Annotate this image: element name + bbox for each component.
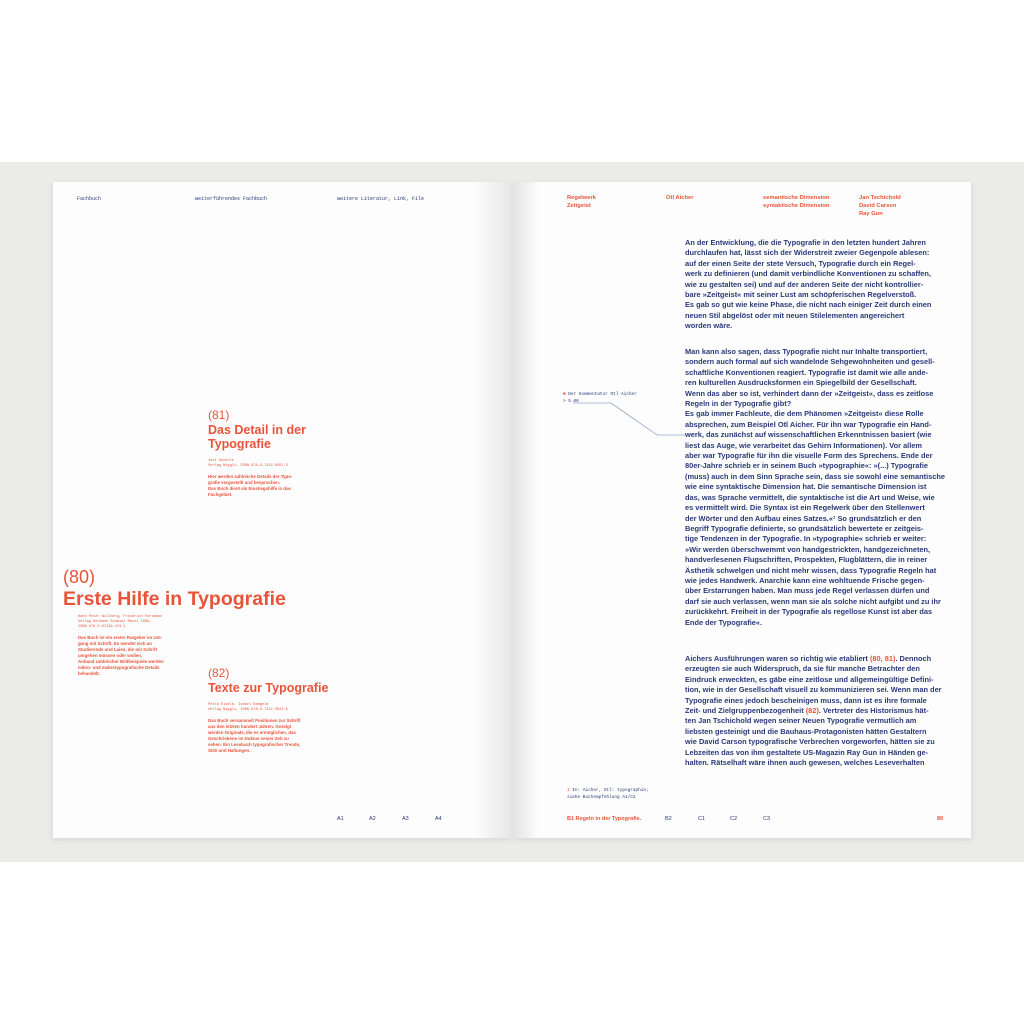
head-jan-tschichold: Jan Tschichold — [859, 195, 901, 201]
book-82-title: Texte zur Typografie — [208, 681, 329, 695]
running-head-fachbuch: Fachbuch — [77, 196, 102, 202]
body-paragraph-2: Man kann also sagen, dass Typografie nicht nur Inhalte transportiert, sondern auch formal auf sich wandelnde Sehgewohnheiten und gesell- schaftliche Konventionen reagiert. Typografie ist damit wie alle ande- ren kulturellen Ausdrucksformen ein Spiegelbild der Gesellschaft. Wenn das aber so ist, verhindert dann der »Zeitgeist«, dass es zeitlose Regeln in der Typografie gibt? Es gab immer Fachleute, die dem Phänomen »Zeitgeist« diese Rolle absprechen, zum Beispiel Otl Aicher. Für ihn war Typografie ein Hand- werk, das zunächst auf wissenschaftlichen Erkenntnissen basiert (wie liest das Auge, wie verarbeitet das Gehirn Informationen). Vor allem aber war Typografie für ihn die visuelle Form des Sprechens. Ende der 80er-Jahre schrieb er in seinem Buch »typographie«: »(...) Typografie (muss) auch in dem Sinn Sprache sein, dass sie sowohl eine semantische wie eine syntaktische Dimension hat. Die semantische Dimension ist das, was Sprache vermittelt, die syntaktische ist die Art und Weise, wie es vermittelt wird. Die Syntax ist ein Regelwerk über den Stellenwert der Wörter und den Aufbau eines Satzes.«¹ So grundsätzlich er den Begriff Typografie definierte, so grundsätzlich bewertete er zeitgeis- tige Tendenzen in der Typografie. In »typographie« schrieb er weiter: »Wir werden überschwemmt von handgestrickten, handgezeichneten, handverlesenen Flugschriften, Prospekten, Flugblättern, die in reiner Ästhetik schwelgen und nicht mehr wissen, dass Typografie Regeln hat wie jedes Handwerk. Anarchie kann eine wohltuende Frische gegen- über Erstarrungen haben. Man muss jede Regel verlassen dürfen und darf sie auch verlassen, wenn man sie als solche nicht aufgibt und zu ihr zurückkehrt. Freiheit in der Typografie als regellose Kunst ist aber das Ende der Typografie«. — [685, 347, 945, 627]
head-column-regelwerk — [567, 194, 596, 210]
book-80-authors: Hans Peter Willberg, Friedrich Forssman — [78, 615, 163, 619]
book-80-description-line: Anhand zahlreicher Bildbeispiele werden — [78, 659, 164, 664]
head-syntaktische-dimension: syntaktische Dimension — [763, 203, 830, 209]
head-zeitgeist: Zeitgeist — [567, 203, 591, 209]
book-80-publisher: Verlag Hermann Schmidt Mainz 1999, — [78, 620, 152, 624]
gutter-shadow — [473, 182, 513, 838]
nav-a1[interactable]: A1 — [337, 816, 344, 822]
nav-c2[interactable]: C2 — [730, 816, 738, 822]
nav-a4[interactable]: A4 — [435, 816, 442, 822]
running-head-weiterfuehrend: weiterführendes Fachbuch — [195, 196, 268, 202]
book-81-description-line: Hier werden zahlreiche Details der Typo- — [208, 474, 293, 479]
book-entry-81 — [208, 408, 368, 498]
book-entry-80 — [63, 567, 363, 677]
book-81-publisher: Verlag Niggli, ISBN 978-3-7212-0567-3 — [208, 464, 288, 468]
nav-b2[interactable]: B2 — [665, 816, 672, 822]
book-81-title: Das Detail in der Typografie — [208, 423, 306, 451]
running-head-literatur: weitere Literatur, Link, File — [337, 196, 425, 202]
book-80-description-line: Studierende und Laien, die mit Schrift — [78, 647, 158, 652]
book-80-description-line: umgehen müssen oder wollen. — [78, 653, 143, 658]
book-80-title: Erste Hilfe in Typografie — [63, 588, 286, 610]
nav-b1-current[interactable]: B1 Regeln in der Typografie. — [567, 816, 642, 822]
book-80-description-line: behandelt. — [78, 671, 100, 676]
head-semantische-dimension: semantische Dimension — [763, 195, 830, 201]
book-80-description-line: mikro- und makrotypografische Details — [78, 665, 160, 670]
book-reference-82[interactable]: (82) — [805, 706, 819, 716]
body-paragraph-1: An der Entwicklung, die die Typografie in den letzten hundert Jahren durchlaufen hat, lässt sich der Widerstreit zweier Gegenpole ablesen: auf der einen Seite der stete Versuch, Typografie durch ein Regel- werk zu definieren (und damit verbindliche Konventionen zu schaffen, wie zu gestalten sei) und auf der anderen Seite der nicht kontrollier- bare »Zeitgeist« mit seiner Lust am schöpferischen Regelverstoß. Es gab so gut wie keine Phase, die nicht nach einiger Zeit durch einen neuen Stil abgelöst oder mit neuen Stilelementen angereichert worden wäre. — [685, 238, 932, 331]
book-82-number: (82) — [208, 666, 230, 680]
book-82-publisher: Verlag Niggli, ISBN 978-3-7212-0821-6 — [208, 708, 288, 712]
footnote-line — [567, 788, 649, 795]
margin-note-reference: > 5.00 — [563, 398, 579, 404]
nav-a2[interactable]: A2 — [369, 816, 376, 822]
head-column-aicher — [666, 194, 694, 202]
book-reference-80-81[interactable]: (80, 81) — [869, 654, 896, 663]
footnote-text: siehe Buchempfehlung A1/C2 — [567, 794, 636, 800]
paragraph-3-text: Aichers Ausführungen waren so richtig wie etabliert — [685, 654, 870, 663]
book-80-description-line: Das Buch ist ein erster Ratgeber im Um- — [78, 635, 162, 640]
book-82-description-line: Stile und Haltungen. — [208, 748, 251, 753]
book-81-author: Jost Hochuli — [208, 459, 234, 463]
book-81-description-line: Das Buch dient als Einstiegshilfe in das — [208, 486, 291, 491]
book-82-description-line: Das Buch versammelt Positionen zur Schrift — [208, 718, 301, 723]
book-81-number: (81) — [208, 408, 230, 422]
book-82-description-line: aus den letzten hundert Jahren. Gezeigt — [208, 724, 292, 729]
page-number: 89 — [937, 816, 944, 822]
margin-note-title: Der Kommentator Otl Aicher — [568, 392, 637, 397]
book-81-description-line: Fachgebiet. — [208, 492, 233, 497]
nav-a3[interactable]: A3 — [402, 816, 409, 822]
nav-c3[interactable]: C3 — [763, 816, 771, 822]
margin-note-line — [563, 392, 637, 399]
head-column-designers — [859, 194, 901, 218]
book-82-description-line: werden Originale, die es ermöglichen, das — [208, 730, 296, 735]
book-80-number: (80) — [63, 567, 96, 587]
book-82-description-line: sehen. Ein Lesebuch typografischer Trends, — [208, 742, 301, 747]
paragraph-3-text: . Dennoch erzeugten sie auch Widerspruch, da sie für manche Betrachter den Eindruck erweckten, es gäbe eine zeitlose und allgemeingültige Defini- tion, wie in der Gesellschaft visuell zu kommunizieren sei. Wenn man der Typografie eines jedoch bescheinigen muss, dann ist es ihre formale Zeit- und Zielgruppenbezogenheit — [685, 654, 942, 716]
body-paragraph-3 — [685, 654, 955, 768]
book-81-description-line: grafie vorgestellt und besprochen. — [208, 480, 280, 485]
head-otl-aicher: Otl Aicher — [666, 195, 694, 201]
book-80-isbn: ISBN 978-3-87439-474-1 — [78, 625, 126, 629]
head-david-carson: David Carson — [859, 203, 897, 209]
footnote-number: 1 — [567, 788, 570, 793]
left-page — [53, 182, 513, 838]
head-column-dimension — [763, 194, 829, 210]
gutter-shadow — [513, 182, 539, 838]
footnote-text: In: Aicher, Otl: typographie; — [572, 788, 649, 793]
right-page — [513, 182, 971, 838]
footnote — [567, 788, 649, 801]
margin-note-bullet: ■ — [563, 392, 566, 397]
paragraph-3-text: . Vertreter des Historismus hät- ten Jan Tschichold wegen seiner Neuen Typografie vermutlich am liebsten gesteinigt und die Bauhaus-Protagonisten hätten Gestaltern wie David Carson typografische Verbrechen vorgeworfen, hätten sie zu Lebzeiten das von ihm gestaltete US-Magazin Ray Gun in Händen ge- halten. Rätselhaft wäre ihnen auch gewesen, welches Leseverhalten — [685, 706, 935, 768]
head-ray-gun: Ray Gun — [859, 211, 883, 217]
book-entry-82 — [208, 666, 368, 754]
book-82-description-line: Geschriebene im Duktus seiner Zeit zu — [208, 736, 289, 741]
head-regelwerk: Regelwerk — [567, 195, 596, 201]
book-80-description-line: gang mit Schrift. Es wendet sich an — [78, 641, 152, 646]
book-82-authors: Petra Eisele, Isabel Naegele — [208, 703, 269, 707]
margin-note-leader-line — [573, 400, 693, 440]
nav-c1[interactable]: C1 — [698, 816, 706, 822]
